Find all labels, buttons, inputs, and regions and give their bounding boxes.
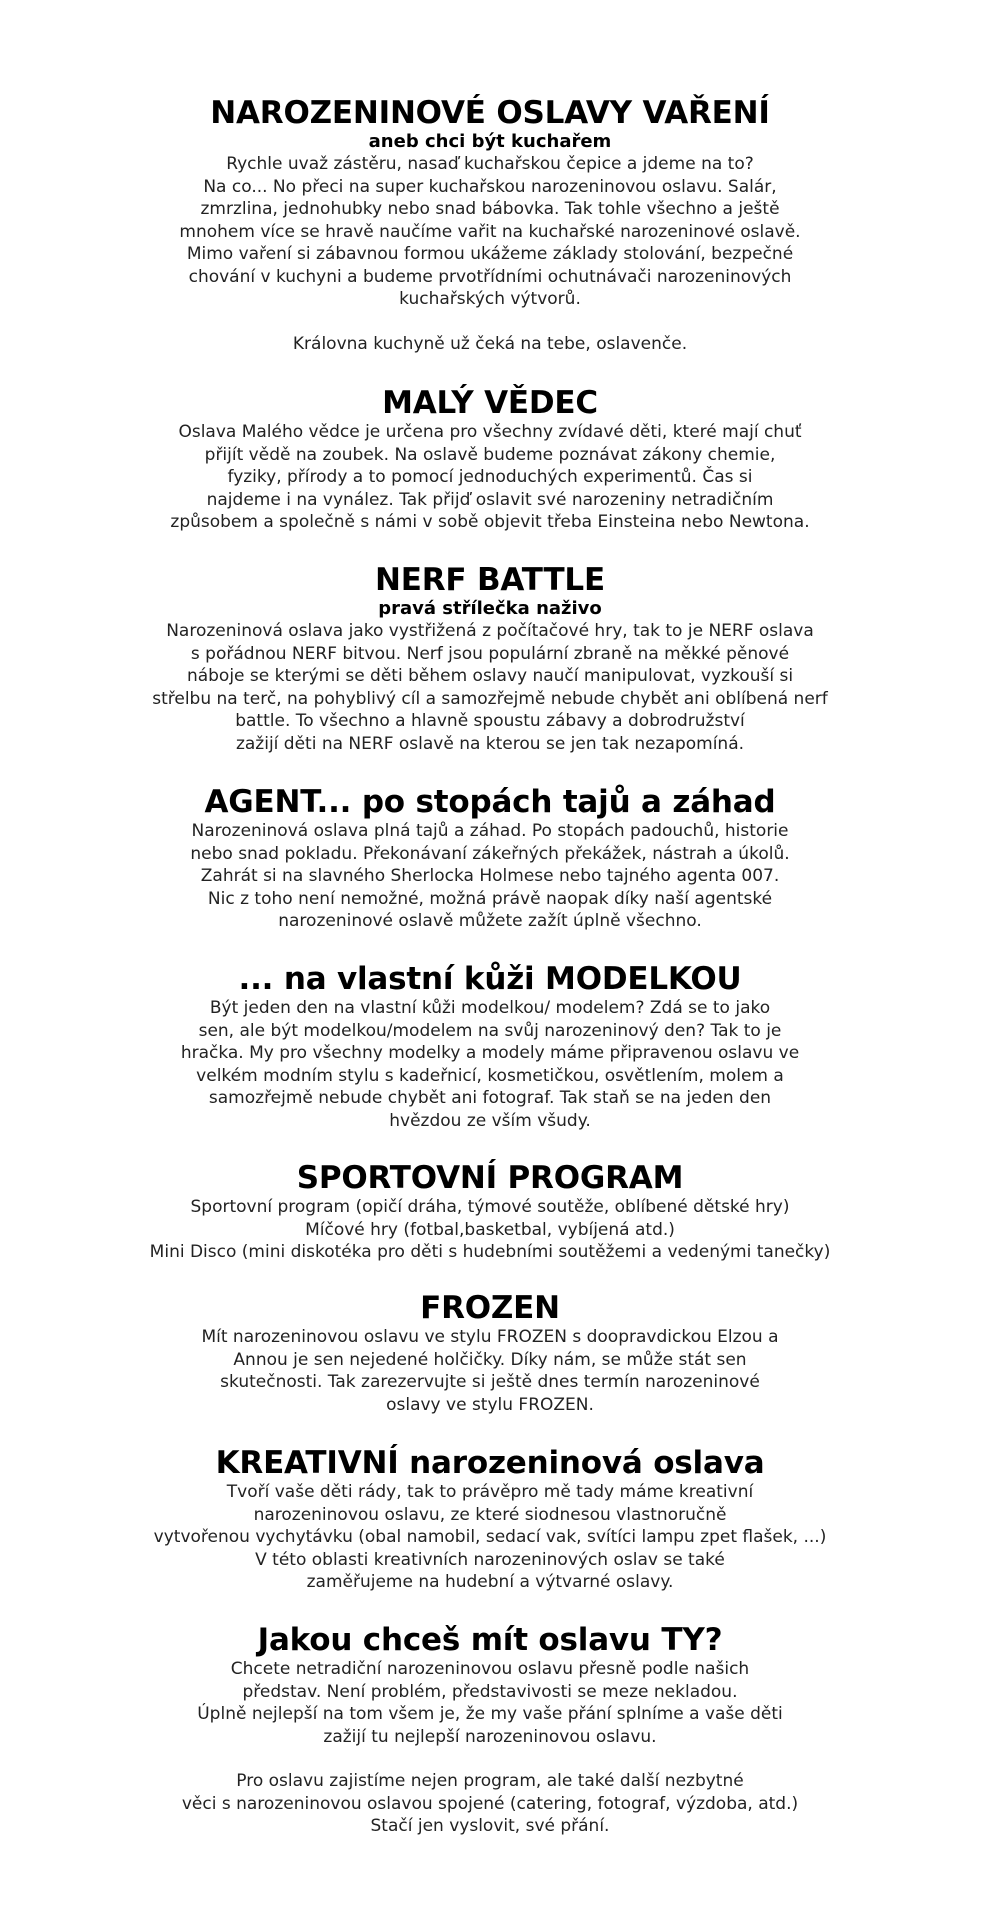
section-text-line: Zahrát si na slavného Sherlocka Holmese nebo tajného agenta 007.	[200, 866, 780, 886]
section-text-line: Narozeninová oslava jako vystřižená z počítačové hry, tak to je NERF oslava	[166, 621, 814, 641]
section-subtitle: aneb chci být kuchařem	[368, 131, 612, 152]
section-frozen	[80, 1290, 900, 1416]
section-closing-line: věci s narozeninovou oslavou spojené (catering, fotograf, výzdoba, atd.)	[181, 1793, 799, 1814]
section-text-line: zaměřujeme na hudební a výtvarné oslavy.	[306, 1572, 674, 1592]
section-title: ... na vlastní kůži MODELKOU	[238, 961, 742, 997]
section-title: NAROZENINOVÉ OSLAVY VAŘENÍ	[210, 95, 770, 131]
section-text-line: samozřejmě nebude chybět ani fotograf. Tak staň se na jeden den	[208, 1088, 772, 1108]
section-text-line: Úplně nejlepší na tom všem je, že my vaše přání splníme a vaše děti	[197, 1704, 783, 1724]
section-jakou-chces	[80, 1622, 900, 1838]
section-maly-vedec	[80, 385, 900, 534]
section-text-line: střelbu na terč, na pohyblivý cíl a samozřejmě nebude chybět ani oblíbená nerf	[152, 688, 828, 709]
section-text-line: Být jeden den na vlastní kůži modelkou/ modelem? Zdá se to jako	[209, 998, 771, 1018]
section-title: SPORTOVNÍ PROGRAM	[296, 1160, 684, 1196]
section-vareni	[80, 95, 900, 355]
section-text-line: narozeninovou oslavu, ze které siodnesou vlastnoručně	[253, 1504, 727, 1525]
section-text-line: zmrzlina, jednohubky nebo snad bábovka. Tak tohle všechno a ještě	[200, 199, 780, 219]
section-text-line: Rychle uvaž zástěru, nasaď kuchařskou čepice a jdeme na to?	[226, 154, 754, 174]
section-text-line: hračka. My pro všechny modelky a modely máme připravenou oslavu ve	[180, 1043, 800, 1063]
section-text-line: mnohem více se hravě naučíme vařit na kuchařské narozeninové oslavě.	[179, 221, 801, 242]
section-text-line: oslavy ve stylu FROZEN.	[386, 1394, 594, 1415]
section-closing-line: Královna kuchyně už čeká na tebe, oslavenče.	[292, 333, 688, 354]
section-text-line: kuchařských výtvorů.	[399, 289, 581, 309]
section-text-line: fyziky, přírody a to pomocí jednoduchých experimentů. Čas si	[227, 467, 753, 487]
section-text-line: Nic z toho není nemožné, možná právě naopak díky naší agentské	[207, 888, 773, 909]
section-text-line: Na co... No přeci na super kuchařskou narozeninovou oslavu. Salár,	[203, 176, 777, 197]
section-text-line: Tvoří vaše děti rády, tak to právěpro mě tady máme kreativní	[226, 1482, 754, 1502]
section-text-line: náboje se kterými se děti během oslavy naučí manipulovat, vyzkouší si	[186, 666, 794, 686]
section-text-line: Oslava Malého vědce je určena pro všechny zvídavé děti, které mají chuť	[178, 422, 802, 442]
section-sportovni-program	[80, 1160, 900, 1264]
section-nerf-battle	[80, 562, 900, 755]
section-text-line: s pořádnou NERF bitvou. Nerf jsou populární zbraně na měkké pěnové	[190, 643, 790, 664]
section-text-line: najdeme i na vynález. Tak přijď oslavit své narozeniny netradičním	[206, 489, 774, 510]
section-text-line: Chcete netradiční narozeninovou oslavu přesně podle našich	[230, 1659, 750, 1679]
section-text-line: Narozeninová oslava plná tajů a záhad. Po stopách padouchů, historie	[191, 821, 789, 841]
section-text-line: chování v kuchyni a budeme prvotřídními ochutnávači narozeninových	[188, 266, 792, 287]
section-text-line: nebo snad pokladu. Překonávaní zákeřných překážek, nástrah a úkolů.	[190, 843, 790, 864]
section-text-line: velkém modním stylu s kadeřnicí, kosmetičkou, osvětlením, molem a	[196, 1065, 784, 1086]
section-text-line: představ. Není problém, představivosti se meze nekladou.	[242, 1681, 738, 1702]
section-text-line: Annou je sen nejedené holčičky. Díky nám, se může stát sen	[233, 1349, 747, 1370]
section-text-line: narozeninové oslavě můžete zažít úplně všechno.	[278, 911, 702, 931]
section-text-line: hvězdou ze vším všudy.	[389, 1110, 591, 1131]
section-title: AGENT... po stopách tajů a záhad	[204, 784, 776, 820]
section-modelkou	[80, 961, 900, 1132]
section-subtitle: pravá střílečka naživo	[378, 598, 602, 619]
section-text-line: zažijí tu nejlepší narozeninovou oslavu.	[323, 1726, 657, 1747]
section-agent	[80, 784, 900, 933]
section-closing-line: Stačí jen vyslovit, své přání.	[370, 1816, 610, 1836]
section-text-line: způsobem a společně s námi v sobě objevit třeba Einsteina nebo Newtona.	[170, 512, 810, 532]
section-text-line: přijít vědě na zoubek. Na oslavě budeme poznávat zákony chemie,	[204, 444, 776, 465]
section-text-line: Míčové hry (fotbal,basketbal, vybíjená atd.)	[305, 1219, 675, 1240]
section-title: NERF BATTLE	[375, 562, 605, 598]
section-text-line: vytvořenou vychytávku (obal namobil, sedací vak, svítíci lampu zpet flašek, ...)	[153, 1527, 827, 1547]
section-text-line: Sportovní program (opičí dráha, týmové soutěže, oblíbené dětské hry)	[190, 1197, 790, 1217]
section-text-line: Mini Disco (mini diskotéka pro děti s hudebními soutěžemi a vedenými tanečky)	[149, 1242, 831, 1262]
section-text-line: skutečnosti. Tak zarezervujte si ještě dnes termín narozeninové	[220, 1372, 760, 1392]
section-kreativni	[80, 1445, 900, 1594]
section-text-line: zažijí děti na NERF oslavě na kterou se jen tak nezapomíná.	[235, 733, 745, 754]
section-text-line: Mít narozeninovou oslavu ve stylu FROZEN s doopravdickou Elzou a	[201, 1327, 779, 1347]
section-title: FROZEN	[420, 1290, 560, 1326]
section-closing-line: Pro oslavu zajistíme nejen program, ale také další nezbytné	[236, 1771, 744, 1791]
section-text-line: V této oblasti kreativních narozeninových oslav se také	[255, 1549, 725, 1570]
section-title: MALÝ VĚDEC	[382, 385, 598, 421]
section-title: KREATIVNÍ narozeninová oslava	[215, 1445, 765, 1481]
section-text-line: sen, ale být modelkou/modelem na svůj narozeninový den? Tak to je	[198, 1020, 782, 1041]
section-text-line: Mimo vaření si zábavnou formou ukážeme základy stolování, bezpečné	[186, 244, 794, 264]
section-title: Jakou chceš mít oslavu TY?	[257, 1622, 723, 1658]
section-text-line: battle. To všechno a hlavně spoustu zábavy a dobrodružství	[235, 711, 745, 731]
